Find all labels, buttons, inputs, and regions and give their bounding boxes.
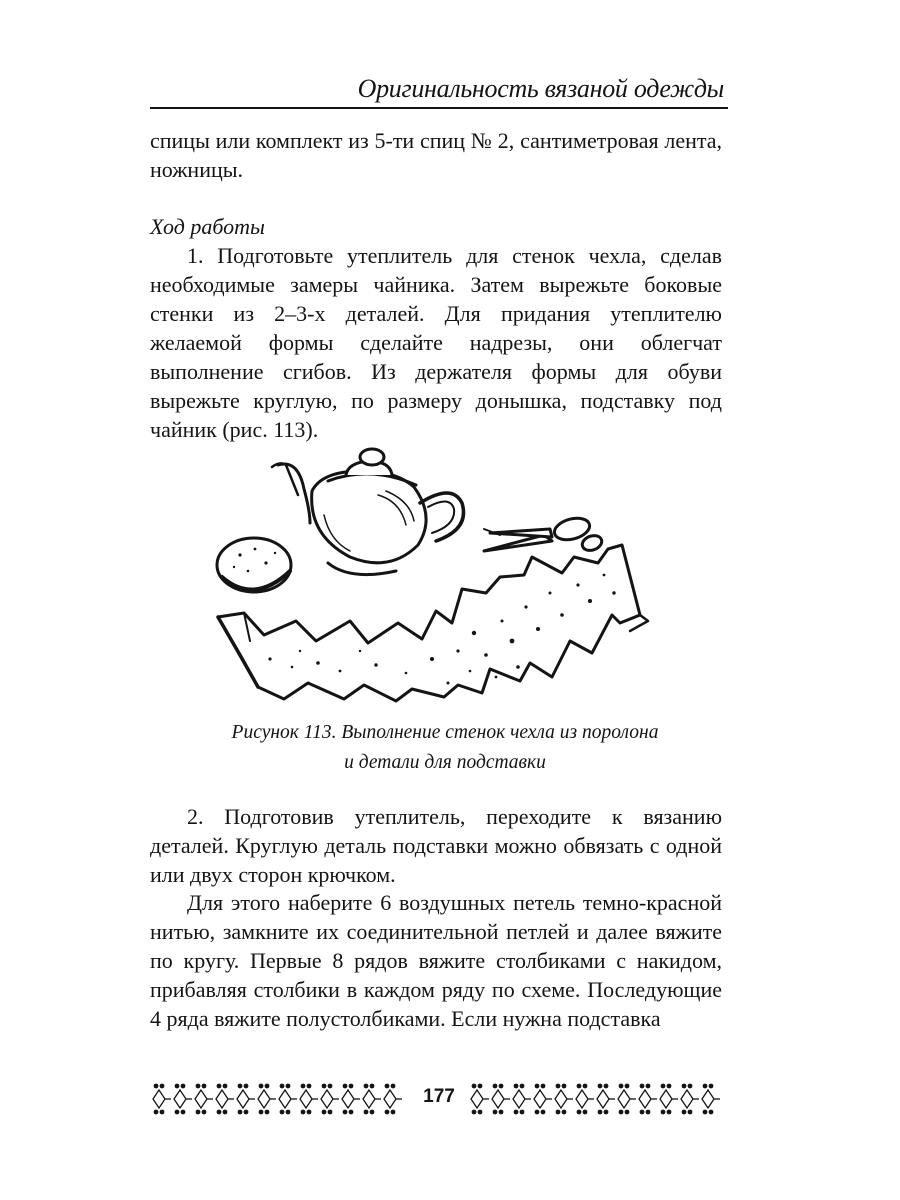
scissors-icon	[484, 515, 604, 553]
figure-caption-line2: и детали для подставки	[344, 752, 546, 773]
step2-paragraph: 2. Подготовив утеплитель, переходите к вязанию деталей. Круглую деталь подставки можно обвязать с одной или двух сторон крючком.	[150, 804, 722, 887]
page-footer	[150, 1080, 728, 1120]
round-foam-piece-icon	[217, 538, 291, 592]
instructions-paragraph: Для этого наберите 6 воздушных петель темно-красной нитью, замкните их соединительной петлей и далее вяжите по кругу. Первые 8 рядов вяжите столбиками с накидом, прибавляя столбики в каждом ряду по схеме. Последующие 4 ряда вяжите полустолбиками. Если нужна подставка	[150, 890, 722, 1031]
section-heading: Ход работы	[150, 214, 265, 239]
page-number: 177	[423, 1086, 455, 1107]
left-decorative-border-icon	[150, 1082, 410, 1116]
teapot-icon	[272, 449, 464, 575]
figure-illustration	[200, 445, 680, 710]
right-decorative-border-icon	[468, 1082, 728, 1116]
running-header	[150, 70, 728, 110]
figure-caption-line1: Рисунок 113. Выполнение стенок чехла из поролона	[231, 722, 659, 743]
step1-paragraph: 1. Подготовьте утеплитель для стенок чехла, сделав необходимые замеры чайника. Затем вырежьте боковые стенки из 2–3-х деталей. Для придания утеплителю желаемой формы сделайте надрезы, они облегчат выполнение сгибов. Из держателя формы для обуви вырежьте круглую, по размеру донышка, подставку под чайник (рис. 113).	[150, 243, 722, 442]
header-rule	[150, 107, 728, 109]
running-title: Оригинальность вязаной одежды	[357, 74, 724, 103]
materials-paragraph: спицы или комплект из 5-ти спиц № 2, сантиметровая лента, ножницы.	[150, 128, 722, 182]
